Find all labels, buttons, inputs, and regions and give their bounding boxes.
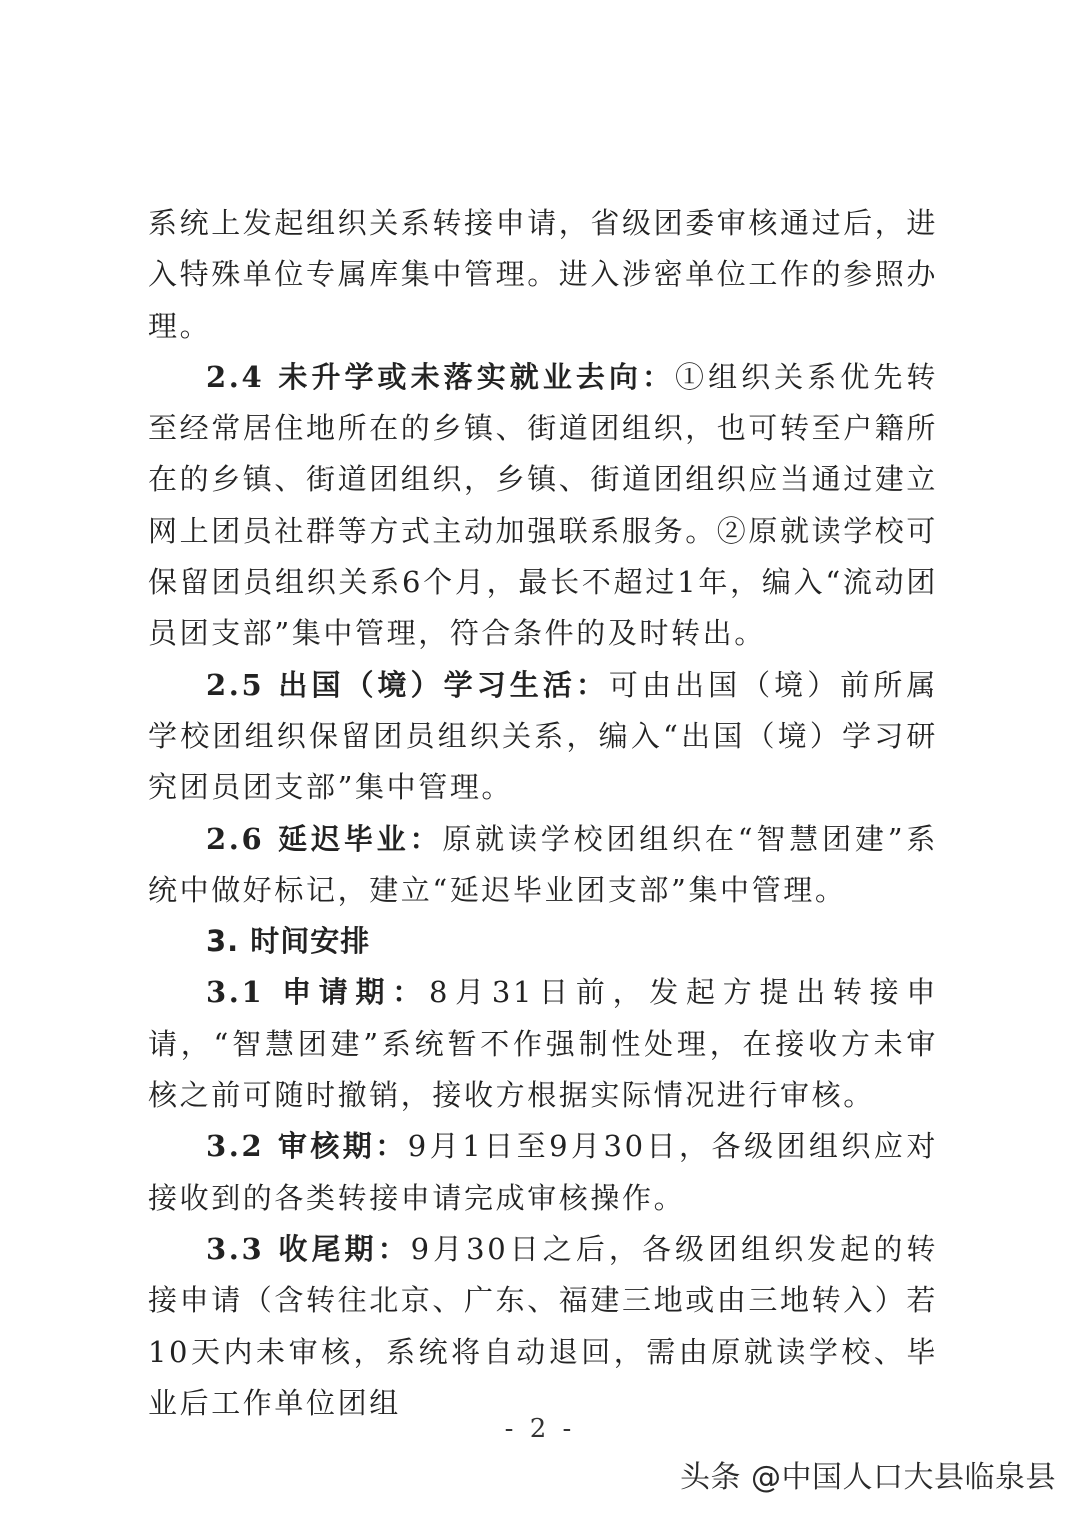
section-3-2-label: 3.2 审核期： [206,1129,408,1164]
section-2-4-label: 2.4 未升学或未落实就业去向： [206,359,676,394]
section-2-6-text: 原就读学校团组织在“智慧团建”系统中做好标记，建立“延迟毕业团支部”集中管理。 [148,821,938,907]
section-3-1-text: 8月31日前，发起方提出转接申请，“智慧团建”系统暂不作强制性处理，在接收方未审核之前可随时撤销，接收方根据实际情况进行审核。 [148,975,938,1113]
section-2-4-text: ①组织关系优先转至经常居住地所在的乡镇、街道团组织，也可转至户籍所在的乡镇、街道团组织，乡镇、街道团组织应当通过建立网上团员社群等方式主动加强联系服务。②原就读学校可保留团员组织关系6个月，最长不超过1年，编入“流动团员团支部”集中管理，符合条件的及时转出。 [148,359,939,651]
section-3-2 [148,1121,938,1224]
section-3-3-label: 3.3 收尾期： [206,1231,411,1266]
page-number: - 2 - [504,1414,576,1444]
section-2-5 [148,660,938,814]
section-2-6 [148,814,938,917]
source-watermark: 头条 @中国人口大县临泉县 [679,1460,1056,1495]
section-2-4 [148,352,938,660]
section-3-1-label: 3.1 申请期： [206,975,429,1010]
section-2-5-text: 可由出国（境）前所属学校团组织保留团员组织关系，编入“出国（境）学习研究团员团支部”集中管理。 [148,667,938,805]
paragraph-continuation [148,198,938,352]
section-2-6-label: 2.6 延迟毕业： [206,821,443,856]
document-body [148,198,938,1429]
section-3-3-text: 9月30日之后，各级团组织发起的转接申请（含转往北京、广东、福建三地或由三地转入）若10天内未审核，系统将自动退回，需由原就读学校、毕业后工作单位团组 [148,1231,939,1420]
section-3-3 [148,1224,938,1429]
paragraph-text: 系统上发起组织关系转接申请，省级团委审核通过后，进入特殊单位专属库集中管理。进入涉密单位工作的参照办理。 [148,206,939,343]
section-3-2-text: 9月1日至9月30日，各级团组织应对接收到的各类转接申请完成审核操作。 [148,1129,938,1215]
section-2-5-label: 2.5 出国（境）学习生活： [206,667,609,702]
section-3-1 [148,967,938,1121]
section-3-heading: 3. 时间安排 [206,924,371,959]
